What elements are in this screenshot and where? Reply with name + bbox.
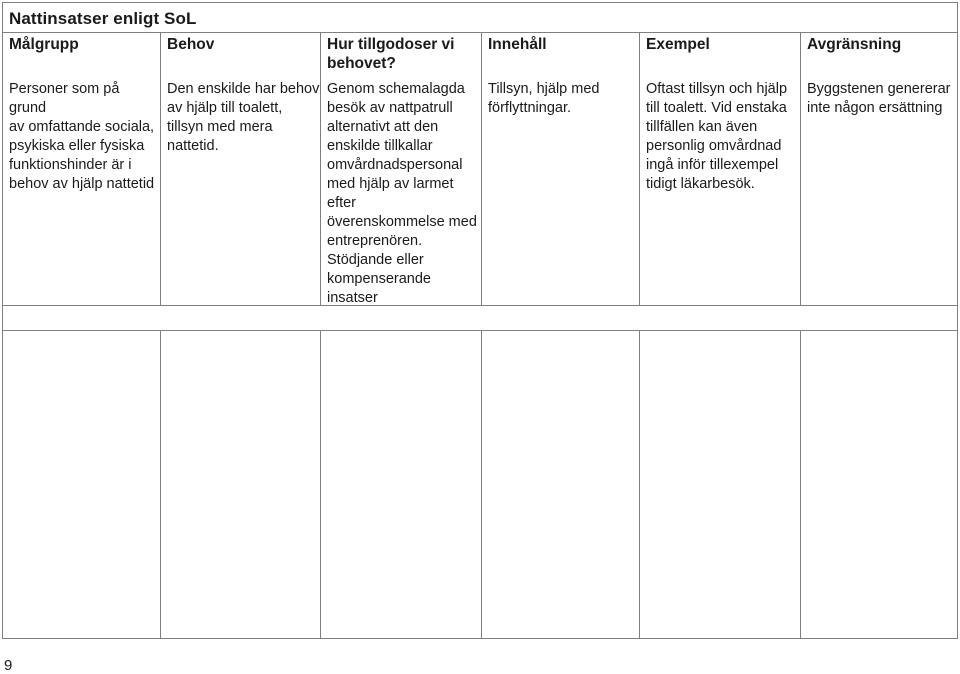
column-header: Målgrupp: [9, 36, 79, 53]
table-title-row: [3, 3, 957, 33]
table-cell: Oftast tillsyn och hjälp till toalett. Vid enstaka tillfällen kan även personlig omvårdnad ingå inför tillexempel tidigt läkarbesök.: [646, 81, 788, 192]
table-cell: Byggstenen genererar inte någon ersättning: [807, 81, 951, 116]
row-divider: [3, 330, 957, 331]
table-frame: [2, 2, 958, 639]
column-malgrupp: [3, 33, 161, 638]
column-header: Exempel: [646, 36, 710, 53]
column-header: Behov: [167, 36, 215, 53]
table-title: Nattinsatser enligt SoL: [9, 9, 197, 28]
table-cell: Den enskilde har behov av hjälp till toalett, tillsyn med mera nattetid.: [167, 81, 320, 154]
column-behov: [161, 33, 321, 638]
column-hur-tillgodoser: [321, 33, 482, 638]
column-header: Innehåll: [488, 36, 547, 53]
column-exempel: [640, 33, 801, 638]
page-number: 9: [4, 657, 13, 674]
column-header: Avgränsning: [807, 36, 902, 53]
empty-row: [3, 306, 957, 330]
column-avgransning: [801, 33, 957, 638]
table-cell: Personer som på grund av omfattande sociala, psykiska eller fysiska funktionshinder är i behov av hjälp nattetid: [9, 81, 155, 192]
table-cell: Tillsyn, hjälp med förflyttningar.: [488, 81, 600, 116]
table-cell: Genom schemalagda besök av nattpatrull alternativt att den enskilde tillkallar omvårdnadspersonal med hjälp av larmet efter överenskommelse med entreprenören. Stödjande eller kompenserande insatser: [327, 81, 477, 306]
column-innehall: [482, 33, 640, 638]
row-divider: [3, 305, 957, 306]
column-header: Hur tillgodoser vi behovet?: [327, 36, 455, 72]
